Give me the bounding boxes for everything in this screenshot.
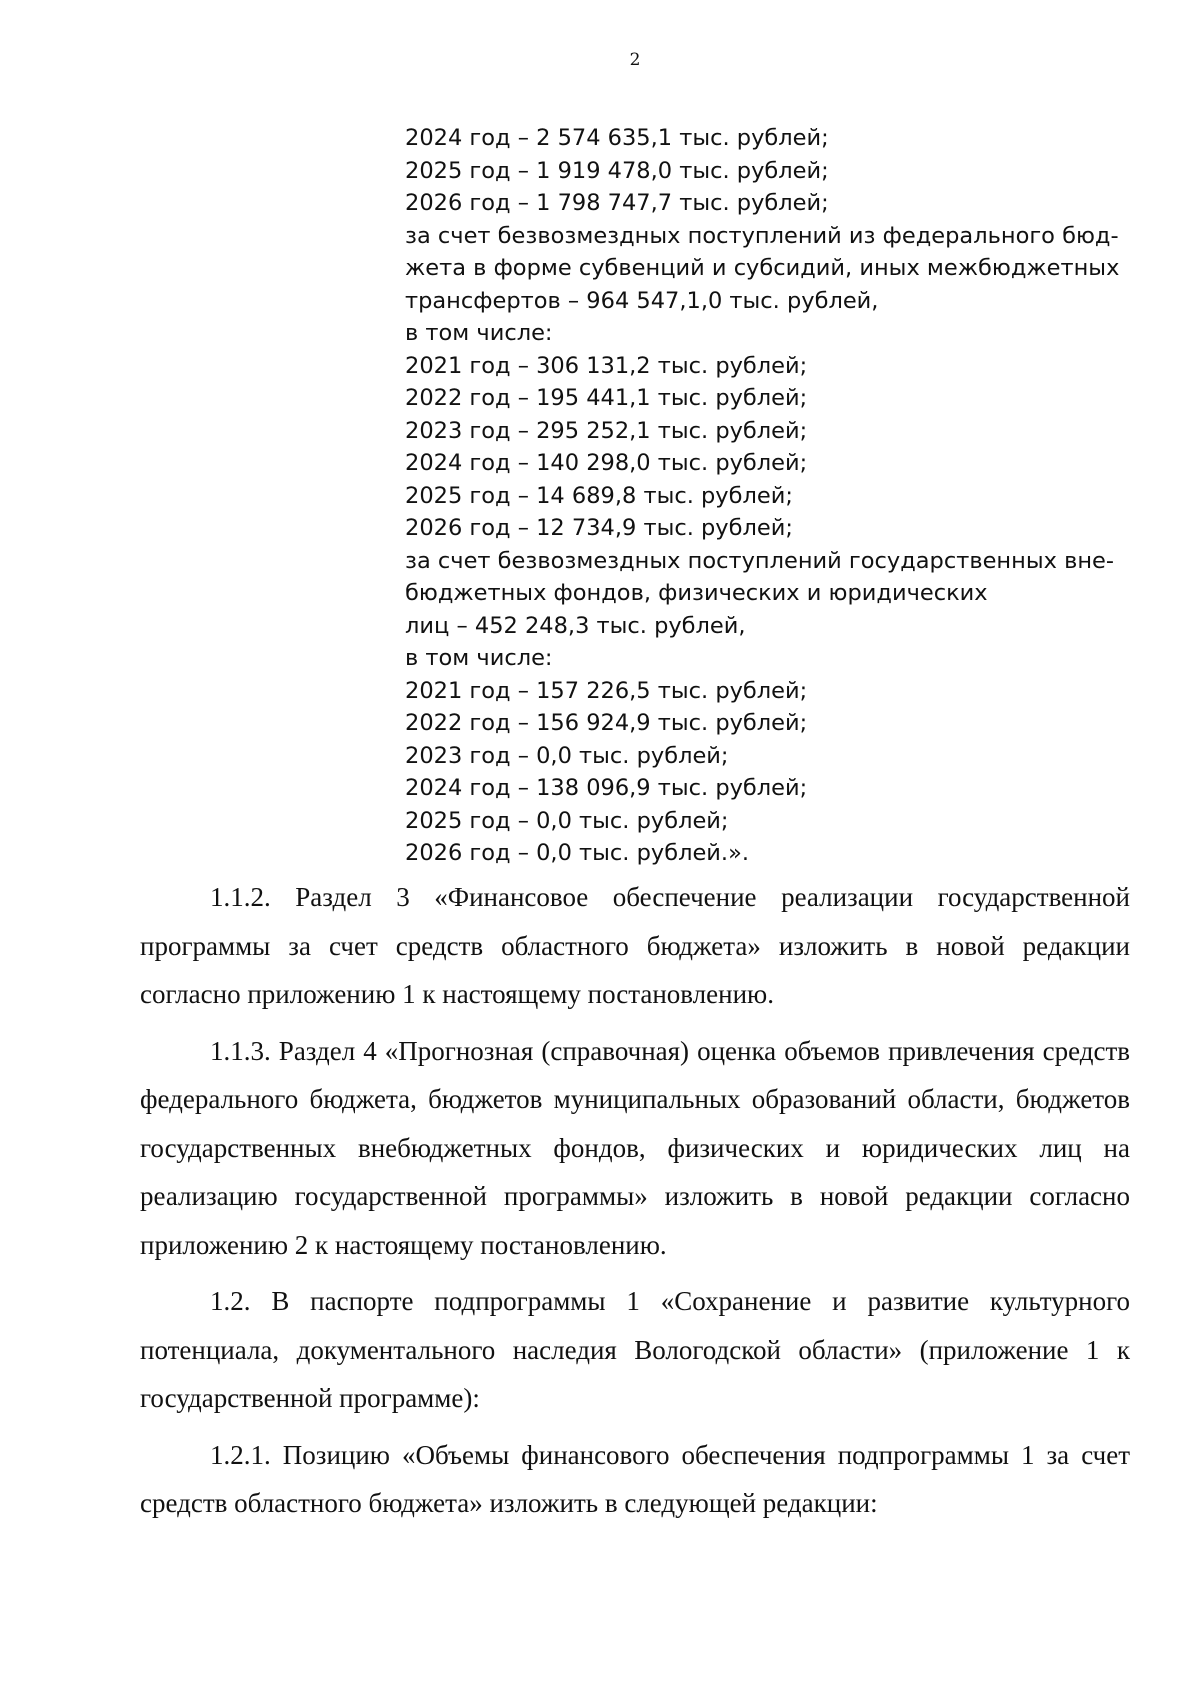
budget-line: 2024 год – 140 298,0 тыс. рублей;	[405, 450, 808, 476]
budget-line: 2025 год – 1 919 478,0 тыс. рублей;	[405, 157, 829, 184]
main-text	[140, 873, 1130, 1536]
budget-line: 2025 год – 0,0 тыс. рублей;	[405, 807, 729, 834]
budget-line: в том числе:	[405, 645, 553, 671]
budget-line: за счет безвозмездных поступлений из федерального бюд-	[405, 222, 1119, 249]
paragraph-1-2: 1.2. В паспорте подпрограммы 1 «Сохранение и развитие культурного потенциала, документального наследия Вологодской области» (приложение 1 к государственной программе):	[140, 1286, 1130, 1413]
budget-line: в том числе:	[405, 320, 553, 346]
budget-line: 2024 год – 2 574 635,1 тыс. рублей;	[405, 125, 829, 151]
budget-line: 2026 год – 0,0 тыс. рублей.».	[405, 840, 749, 866]
budget-line: 2021 год – 157 226,5 тыс. рублей;	[405, 677, 808, 704]
paragraph-1-1-3: 1.1.3. Раздел 4 «Прогнозная (справочная) оценка объемов привлечения средств федерального бюджета, бюджетов муниципальных образований области, бюджетов государственных внебюджетных фондов, физических и юридических лиц на реализацию государственной программы» изложить в новой редакции согласно приложению 2 к настоящему постановлению.	[140, 1035, 1130, 1260]
budget-line: 2023 год – 0,0 тыс. рублей;	[405, 742, 729, 769]
budget-line: 2026 год – 12 734,9 тыс. рублей;	[405, 515, 793, 541]
budget-line: 2022 год – 195 441,1 тыс. рублей;	[405, 385, 808, 411]
paragraph-1-1-2: 1.1.2. Раздел 3 «Финансовое обеспечение реализации государственной программы за счет средств областного бюджета» изложить в новой редакции согласно приложению 1 к настоящему постановлению.	[140, 882, 1130, 1009]
budget-line: жета в форме субвенций и субсидий, иных межбюджетных	[405, 255, 1120, 281]
budget-line: бюджетных фондов, физических и юридических	[405, 580, 988, 606]
budget-line: 2025 год – 14 689,8 тыс. рублей;	[405, 482, 793, 509]
budget-line: 2024 год – 138 096,9 тыс. рублей;	[405, 775, 808, 801]
budget-line: трансфертов – 964 547,1,0 тыс. рублей,	[405, 287, 879, 314]
budget-line: 2026 год – 1 798 747,7 тыс. рублей;	[405, 190, 829, 216]
budget-line: за счет безвозмездных поступлений государственных вне-	[405, 547, 1115, 574]
budget-line: 2021 год – 306 131,2 тыс. рублей;	[405, 352, 808, 379]
budget-line: 2022 год – 156 924,9 тыс. рублей;	[405, 710, 808, 736]
paragraph-1-2-1: 1.2.1. Позицию «Объемы финансового обеспечения подпрограммы 1 за счет средств областного бюджета» изложить в следующей редакции:	[140, 1439, 1130, 1518]
page-number: 2	[629, 50, 641, 70]
budget-line: лиц – 452 248,3 тыс. рублей,	[405, 612, 746, 639]
budget-block	[405, 122, 1165, 870]
budget-line: 2023 год – 295 252,1 тыс. рублей;	[405, 417, 808, 444]
